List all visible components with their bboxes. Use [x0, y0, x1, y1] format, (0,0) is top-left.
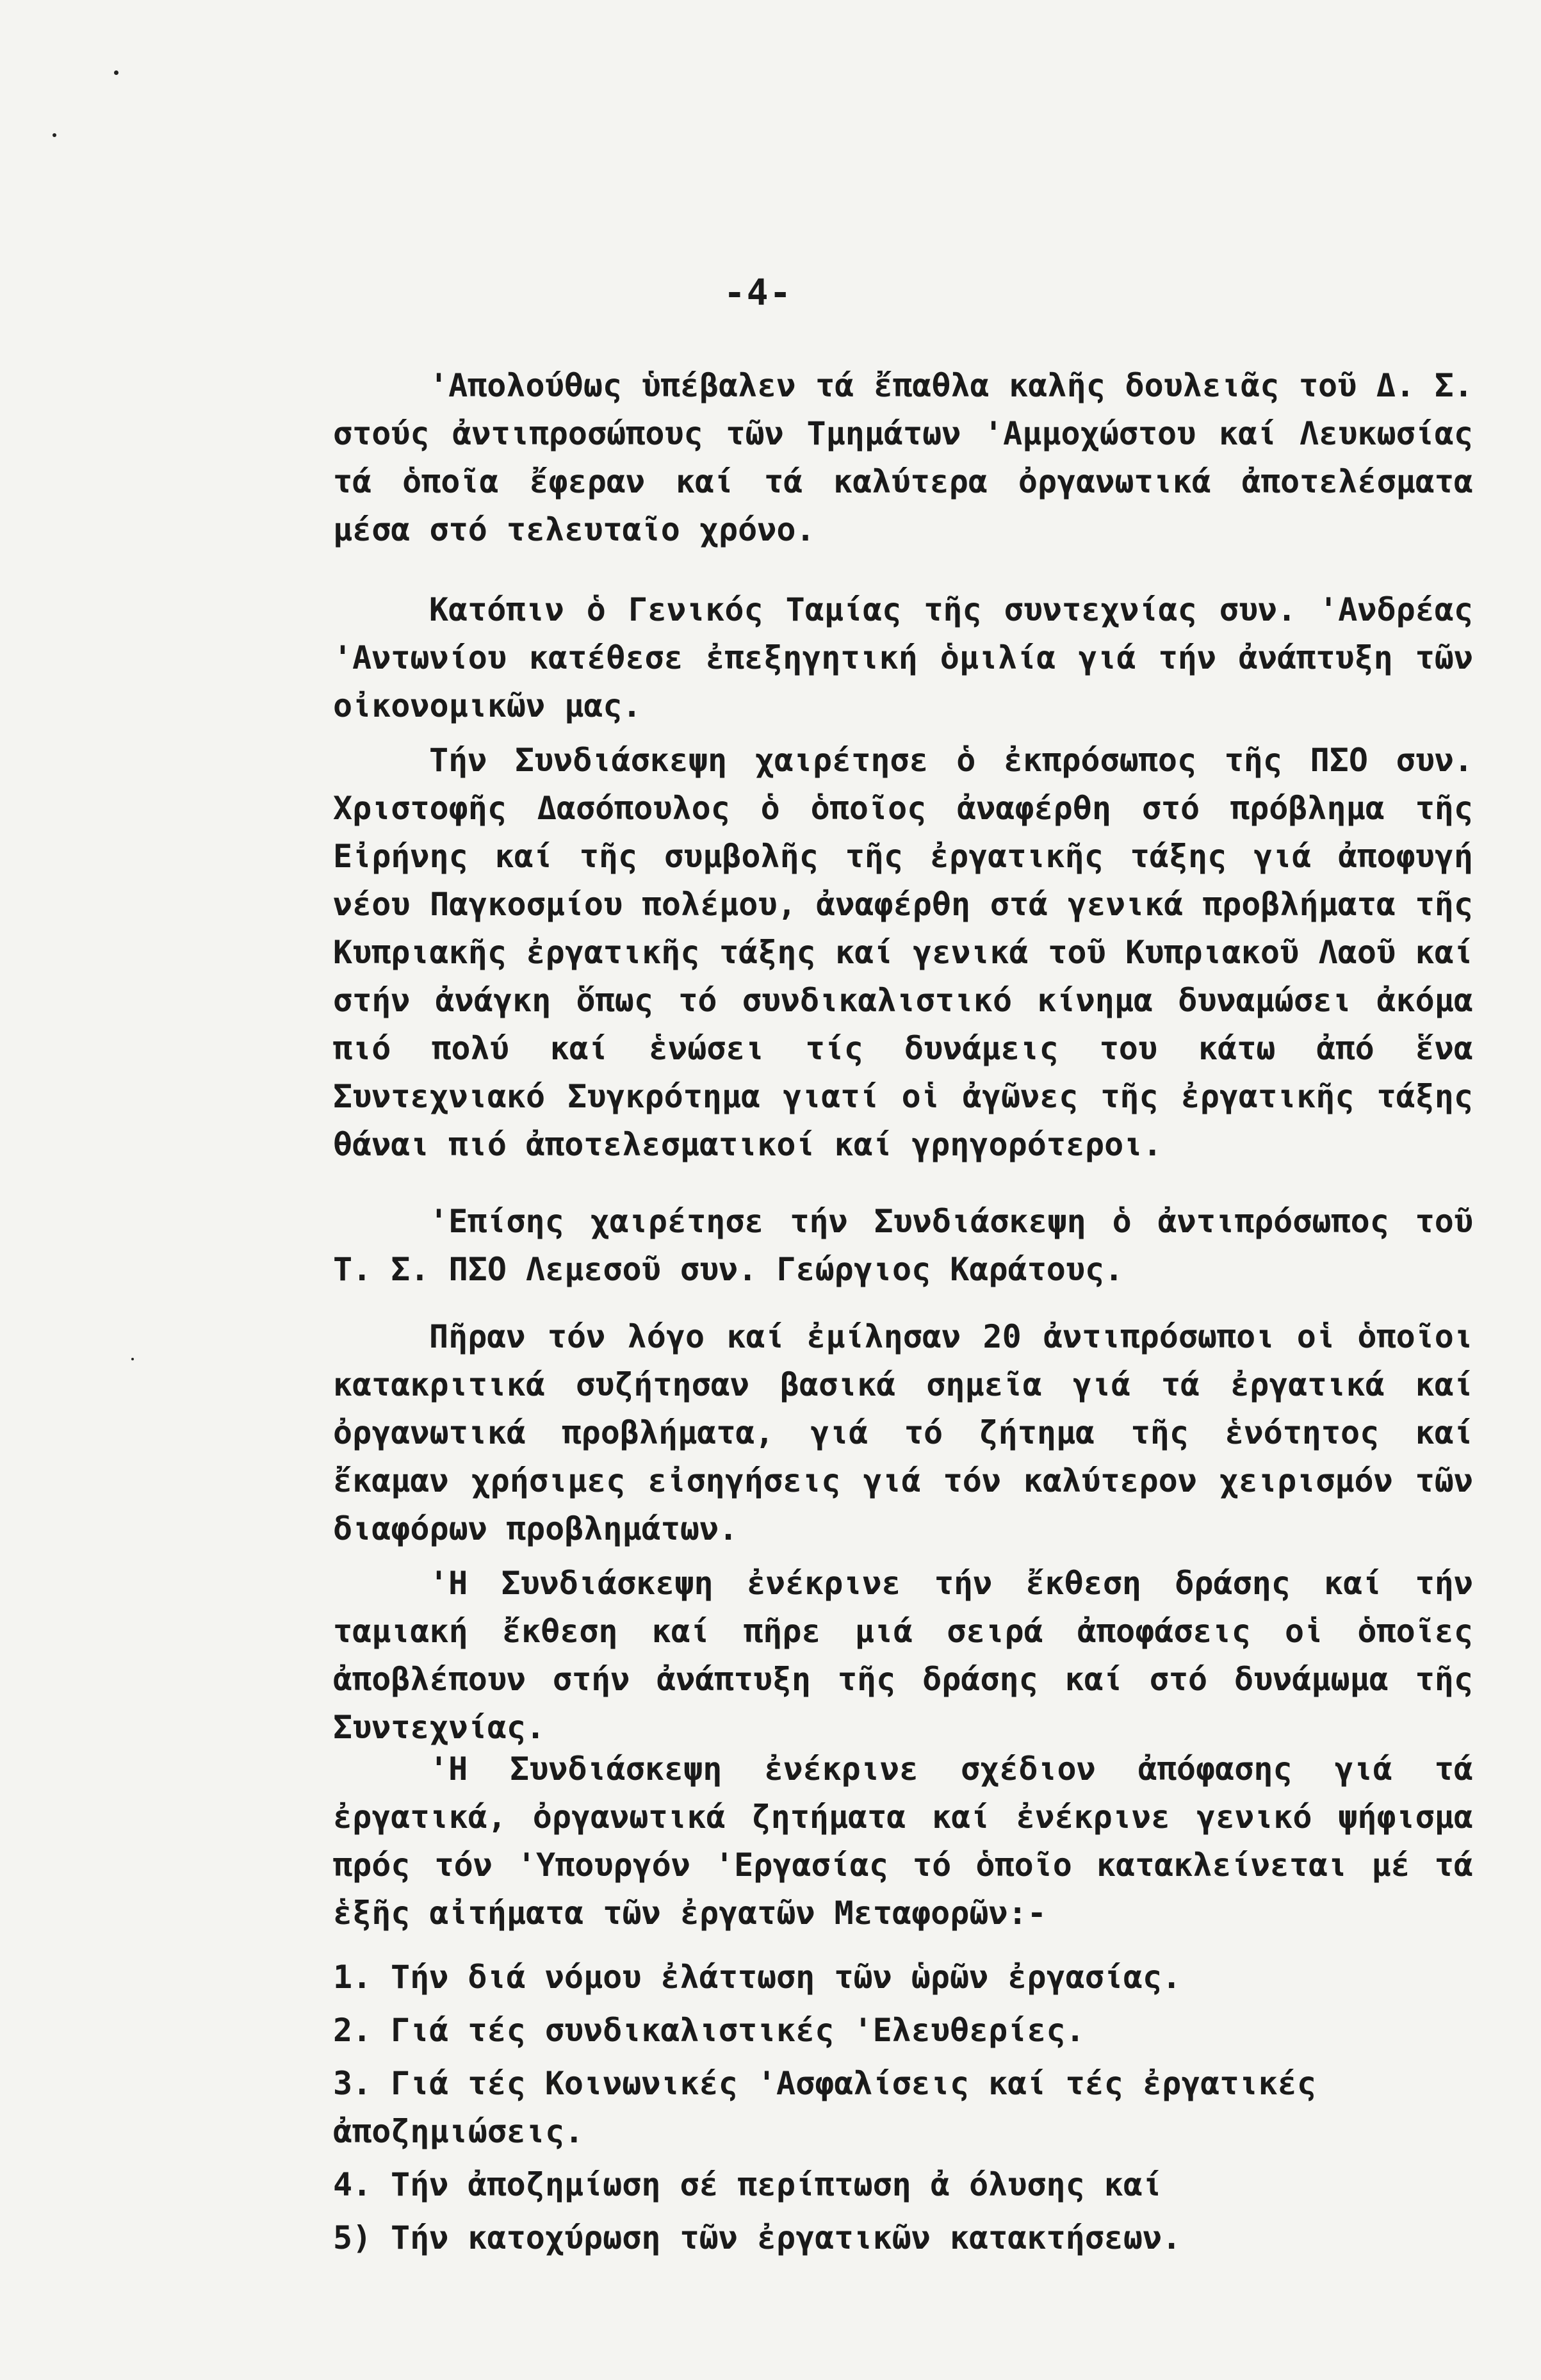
- list-item-number: 3.: [333, 2065, 372, 2102]
- list-item-number: 5): [333, 2219, 372, 2256]
- list-item-text: Τήν διά νόμου ἐλάττωση τῶν ὡρῶν ἐργασίας.: [391, 1959, 1182, 1996]
- paragraph-5: Πῆραν τόν λόγο καί ἐμίλησαν 20 ἀντιπρόσωποι οἱ ὁποῖοι κατακριτικά συζήτησαν βασικά σημεῖα γιά τά ἐργατικά καί ὀργανωτικά προβλήματα, γιά τό ζήτημα τῆς ἑνότητος καί ἔκαμαν χρήσιμες εἰσηγήσεις γιά τόν καλύτερον χειρισμόν τῶν διαφόρων προβλημάτων.: [333, 1318, 1473, 1547]
- list-item: [333, 2214, 1512, 2262]
- list-item: [333, 2060, 1512, 2156]
- scan-speck: [53, 133, 56, 137]
- scan-speck: [131, 1358, 134, 1360]
- scan-speck: [114, 70, 118, 75]
- paragraph-2: Κατόπιν ὁ Γενικός Ταμίας τῆς συντεχνίας συν. 'Ανδρέας 'Αντωνίου κατέθεσε ἐπεξηγητική ὁμιλία γιά τήν ἀνάπτυξη τῶν οἰκονομικῶν μας.: [333, 591, 1473, 724]
- demands-list: [333, 1953, 1512, 2267]
- list-item-number: 2.: [333, 2012, 372, 2049]
- paragraph-1: 'Απολούθως ὑπέβαλεν τά ἔπαθλα καλῆς δουλειᾶς τοῦ Δ. Σ. στούς ἀντιπροσώπους τῶν Τμημάτων 'Αμμοχώστου καί Λευκωσίας τά ὁποῖα ἔφεραν καί τά καλύτερα ὀργανωτικά ἀποτελέσματα μέσα στό τελευταῖο χρόνο.: [333, 367, 1473, 548]
- list-item: [333, 2007, 1512, 2055]
- list-item: [333, 2161, 1512, 2209]
- list-item-text: Γιά τές συνδικαλιστικές 'Ελευθερίες.: [391, 2012, 1085, 2049]
- list-item-number: 1.: [333, 1959, 372, 1996]
- paragraph-6: 'Η Συνδιάσκεψη ἐνέκρινε τήν ἔκθεση δράσης καί τήν ταμιακή ἔκθεση καί πῆρε μιά σειρά ἀποφάσεις οἱ ὁποῖες ἀποβλέπουν στήν ἀνάπτυξη τῆς δράσης καί στό δυνάμωμα τῆς Συντεχνίας.: [333, 1565, 1473, 1746]
- list-item-number: 4.: [333, 2166, 372, 2203]
- paragraph-7: 'Η Συνδιάσκεψη ἐνέκρινε σχέδιον ἀπόφασης γιά τά ἐργατικά, ὀργανωτικά ζητήματα καί ἐνέκρινε γενικό ψήφισμα πρός τόν 'Υπουργόν 'Εργασίας τό ὁποῖο κατακλείνεται μέ τά ἑξῆς αἰτήματα τῶν ἐργατῶν Μεταφορῶν:-: [333, 1750, 1473, 1932]
- list-item-text: Γιά τές Κοινωνικές 'Ασφαλίσεις καί τές ἐργατικές ἀποζημιώσεις.: [333, 2065, 1316, 2150]
- page-number: -4-: [724, 272, 793, 314]
- paragraph-3: Τήν Συνδιάσκεψη χαιρέτησε ὁ ἐκπρόσωπος τῆς ΠΣΟ συν. Χριστοφῆς Δασόπουλος ὁ ὁποῖος ἀναφέρθη στό πρόβλημα τῆς Εἰρήνης καί τῆς συμβολῆς τῆς ἐργατικῆς τάξης γιά ἀποφυγή νέου Παγκοσμίου πολέμου, ἀναφέρθη στά γενικά προβλήματα τῆς Κυπριακῆς ἐργατικῆς τάξης καί γενικά τοῦ Κυπριακοῦ Λαοῦ καί στήν ἀνάγκη ὅπως τό συνδικαλιστικό κίνημα δυναμώσει ἀκόμα πιό πολύ καί ἑνώσει τίς δυνάμεις του κάτω ἀπό ἕνα Συντεχνιακό Συγκρότημα γιατί οἱ ἀγῶνες τῆς ἐργατικῆς τάξης θάναι πιό ἀποτελεσματικοί καί γρηγορότεροι.: [333, 742, 1473, 1163]
- paragraph-4: 'Επίσης χαιρέτησε τήν Συνδιάσκεψη ὁ ἀντιπρόσωπος τοῦ Τ. Σ. ΠΣΟ Λεμεσοῦ συν. Γεώργιος Καράτους.: [333, 1203, 1473, 1288]
- list-item-text: Τήν κατοχύρωση τῶν ἐργατικῶν κατακτήσεων.: [391, 2219, 1182, 2256]
- list-item: [333, 1953, 1512, 2001]
- list-item-text: Τήν ἀποζημίωση σέ περίπτωση ἀ όλυσης καί: [391, 2166, 1162, 2203]
